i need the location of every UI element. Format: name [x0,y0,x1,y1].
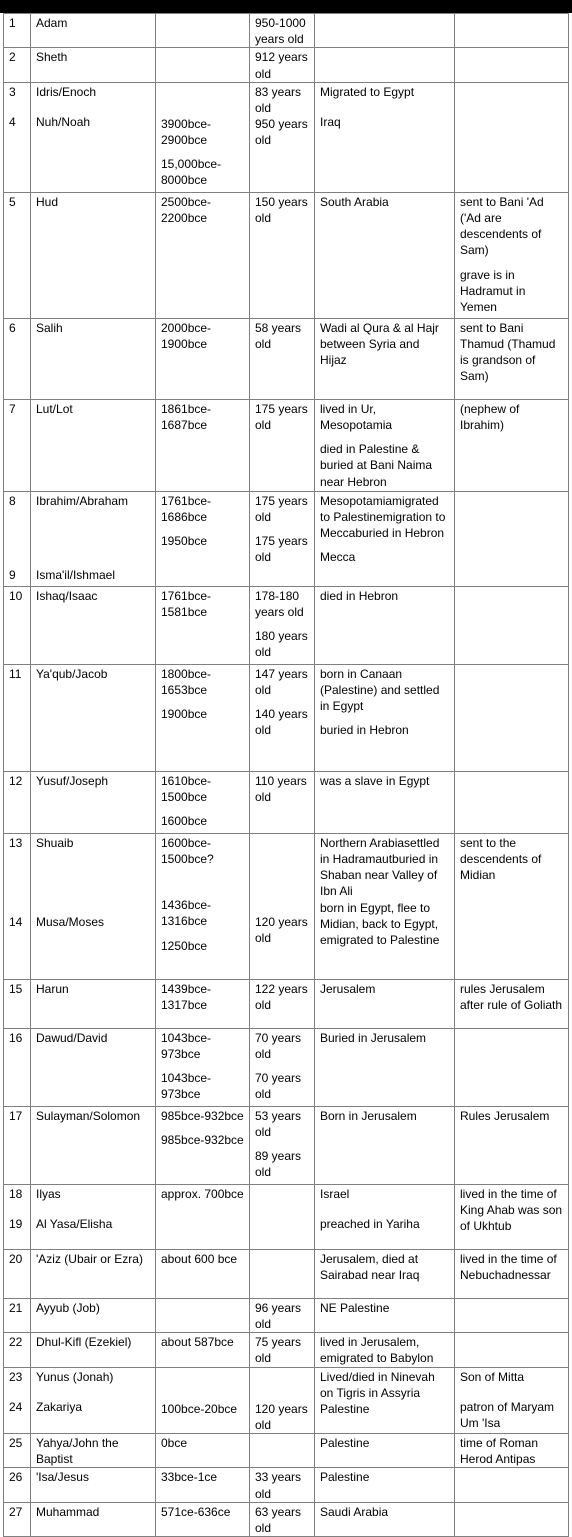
prophet-dates: about 600 bce [156,1250,250,1299]
prophet-age [250,1434,315,1468]
prophet-name: Sheth [31,48,156,82]
table-row [4,665,569,772]
prophet-place: lived in Ur, Mesopotamia [320,401,393,433]
row-number: 6 [4,319,31,400]
table-row [4,772,569,834]
prophet-place: Mesopotamiamigrated to Palestinemigration to Meccaburied in Hebron [320,493,446,541]
prophet-notes: patron of Maryam Um 'Isa [460,1399,555,1431]
prophet-dates [156,1299,250,1333]
row-number: 3 [9,84,16,99]
table-row [4,834,569,980]
prophet-name: Adam [31,14,156,48]
table-row [4,48,569,82]
prophet-name: Yahya/John the Baptist [31,1434,156,1468]
table-row [4,1185,569,1250]
table-row [4,1333,569,1367]
prophet-dates: 100bce-20bce [161,1401,238,1416]
prophet-age [250,1185,315,1250]
row-number: 20 [4,1250,31,1299]
prophet-dates: 2000bce-1900bce [156,319,250,400]
prophet-notes: grave is in Hadramut in Yemen [460,267,526,315]
prophet-name: Ishaq/Isaac [31,587,156,665]
prophet-place [315,14,455,48]
prophet-name: Dhul-Kifl (Ezekiel) [31,1333,156,1367]
prophet-place: died in Palestine & buried at Bani Naima near Hebron [320,442,433,489]
prophet-age: 175 years old [255,493,308,525]
prophet-name: 'Isa/Jesus [31,1468,156,1502]
prophet-notes [455,48,569,82]
prophet-place: Wadi al Qura & al Hajr between Syria and Hijaz [315,319,455,400]
prophet-name: Hud [31,193,156,319]
prophet-notes [455,587,569,665]
row-number: 15 [4,980,31,1029]
row-number: 25 [4,1434,31,1468]
row-number: 11 [4,665,31,772]
prophet-dates: 1436bce-1316bce [161,898,212,929]
prophet-dates: 1900bce [161,707,208,722]
prophet-age: 950-1000 years old [250,14,315,48]
prophet-dates: 15,000bce-8000bce [161,157,222,188]
prophet-age: 53 years old [255,1108,302,1140]
prophet-dates: 0bce [156,1434,250,1468]
prophet-notes: lived in the time of King Ahab was son of Ukhtub [455,1185,569,1250]
row-number: 9 [9,568,16,583]
row-number: 23 [9,1369,23,1384]
table-row [4,83,569,193]
prophet-notes [455,1029,569,1107]
prophet-place: was a slave in Egypt [315,772,455,834]
prophet-notes: sent to Bani 'Ad ('Ad are descendents of Sam) [460,194,544,258]
prophet-notes: sent to Bani Thamud (Thamud is grandson of Sam) [455,319,569,400]
prophet-place: born in Canaan (Palestine) and settled in Egypt [320,666,440,714]
prophet-dates: about 587bce [156,1333,250,1367]
prophet-dates [156,14,250,48]
prophet-notes [455,83,569,193]
prophet-name: Ibrahim/Abraham [36,493,129,508]
table-row [4,1107,569,1185]
table-row [4,1250,569,1299]
prophet-age: 96 years old [250,1299,315,1333]
row-number: 27 [4,1503,31,1537]
row-number: 19 [9,1217,23,1232]
prophet-notes: Rules Jerusalem [455,1107,569,1185]
prophet-dates: 985bce-932bce [161,1133,244,1148]
prophet-name: Ilyas [36,1186,61,1201]
prophet-age: 175 years old [250,400,315,492]
table-row [4,1468,569,1502]
prophet-name: Ya'qub/Jacob [31,665,156,772]
table-row [4,193,569,319]
row-number: 12 [4,772,31,834]
prophet-age: 912 years old [250,48,315,82]
prophet-place: buried in Hebron [320,723,409,738]
prophet-place: South Arabia [315,193,455,319]
prophet-name: Al Yasa/Elisha [36,1217,113,1232]
prophet-place: Jerusalem, died at Sairabad near Iraq [315,1250,455,1299]
table-row [4,1299,569,1333]
row-number: 4 [9,115,16,130]
prophet-dates: 1043bce-973bce [161,1071,212,1102]
row-number: 26 [4,1468,31,1502]
prophet-name: Musa/Moses [36,915,105,930]
prophet-place: Jerusalem [315,980,455,1029]
prophet-notes: lived in the time of Nebuchadnessar [455,1250,569,1299]
row-number: 1 [4,14,31,48]
prophet-name: Zakariya [36,1399,83,1414]
prophet-notes [455,492,569,587]
table-row [4,587,569,665]
prophet-dates: 1600bce [161,814,208,829]
table-row [4,1029,569,1107]
prophet-age: 178-180 years old [255,588,304,620]
prophets-table [3,13,569,1537]
prophet-age: 147 years old [255,666,308,698]
prophet-age: 120 years old [255,914,308,946]
prophet-age: 150 years old [250,193,315,319]
prophet-name: Idris/Enoch [36,84,97,99]
prophet-dates: 1043bce-973bce [161,1030,212,1062]
prophet-place: Iraq [320,115,341,130]
top-black-bar [0,0,572,13]
prophet-dates: 1761bce-1581bce [156,587,250,665]
row-number: 2 [4,48,31,82]
prophet-age: 950 years old [255,117,308,148]
prophet-notes [455,772,569,834]
row-number: 10 [4,587,31,665]
prophet-name: Yusuf/Joseph [31,772,156,834]
prophet-place: Northern Arabiasettled in Hadramautburied in Shaban near Valley of Ibn Ali [320,835,440,899]
prophet-age: 180 years old [255,629,308,660]
prophet-dates: 571ce-636ce [156,1503,250,1537]
prophet-name: Nuh/Noah [36,115,91,130]
prophet-dates: 1610bce-1500bce [161,773,212,805]
prophet-place: Buried in Jerusalem [315,1029,455,1107]
row-number: 13 [9,835,23,850]
prophet-dates: 1761bce-1686bce [161,493,212,525]
prophet-place: Palestine [315,1434,455,1468]
prophet-place: Saudi Arabia [315,1503,455,1537]
table-row [4,14,569,48]
row-number: 8 [9,493,16,508]
prophet-dates: 1250bce [161,938,208,953]
prophet-name: Lut/Lot [31,400,156,492]
prophet-place: Lived/died in Ninevah on Tigris in Assyria [320,1369,435,1400]
table-row [4,319,569,400]
prophet-age: 70 years old [255,1071,302,1102]
table-row [4,400,569,492]
prophet-age: 83 years old [255,84,302,116]
prophet-age: 75 years old [250,1333,315,1367]
prophet-place: Palestine [320,1402,370,1417]
row-number: 7 [4,400,31,492]
prophet-notes [455,1333,569,1367]
prophet-dates: 1861bce-1687bce [156,400,250,492]
prophet-name: Salih [31,319,156,400]
prophet-age: 120 years old [255,1401,308,1432]
prophet-dates: 1950bce [161,534,208,549]
prophet-place: Migrated to Egypt [320,84,415,99]
row-number: 24 [9,1399,23,1414]
prophet-notes: time of Roman Herod Antipas [455,1434,569,1468]
prophet-place: Palestine [315,1468,455,1502]
prophet-age: 70 years old [255,1030,302,1062]
table-row [4,492,569,587]
prophet-name: Harun [31,980,156,1029]
prophet-name: Shuaib [36,835,74,850]
prophet-name: Dawud/David [31,1029,156,1107]
prophet-dates: 2500bce-2200bce [156,193,250,319]
table-row [4,980,569,1029]
prophet-age: 63 years old [250,1503,315,1537]
prophet-notes [455,1468,569,1502]
prophet-dates [156,48,250,82]
prophet-name: Isma'il/Ishmael [36,568,115,583]
prophet-age: 110 years old [250,772,315,834]
prophet-notes: rules Jerusalem after rule of Goliath [455,980,569,1029]
row-number: 17 [4,1107,31,1185]
prophet-age: 122 years old [250,980,315,1029]
prophet-place [315,48,455,82]
prophet-notes [455,1299,569,1333]
row-number: 16 [4,1029,31,1107]
prophet-place: Born in Jerusalem [315,1107,455,1185]
prophet-notes: Son of Mitta [460,1369,525,1384]
prophet-name: Ayyub (Job) [31,1299,156,1333]
prophet-place: lived in Jerusalem, emigrated to Babylon [315,1333,455,1367]
prophet-dates: 3900bce-2900bce [161,116,212,148]
table-row [4,1368,569,1434]
prophet-notes: (nephew of Ibrahim) [455,400,569,492]
prophet-name: 'Aziz (Ubair or Ezra) [31,1250,156,1299]
prophet-place: NE Palestine [315,1299,455,1333]
prophet-place: died in Hebron [315,587,455,665]
prophet-notes [455,14,569,48]
prophet-dates: 33bce-1ce [156,1468,250,1502]
prophet-dates: 985bce-932bce [161,1108,244,1123]
prophet-dates: 1439bce-1317bce [156,980,250,1029]
prophet-age [250,1250,315,1299]
prophet-place: Israel [320,1186,350,1201]
row-number: 21 [4,1299,31,1333]
prophet-place: Mecca [320,550,356,565]
prophet-place: born in Egypt, flee to Midian, back to Egypt, emigrated to Palestine [320,900,440,948]
prophet-age: 33 years old [250,1468,315,1502]
prophet-dates: approx. 700bce [156,1185,250,1250]
prophet-place: preached in Yariha [320,1217,420,1232]
prophet-notes [455,665,569,772]
prophet-dates: 1800bce-1653bce [161,666,212,698]
prophet-notes: sent to the descendents of Midian [455,834,569,980]
prophet-age: 58 years old [250,319,315,400]
prophet-dates: 1600bce-1500bce? [161,835,214,867]
row-number: 22 [4,1333,31,1367]
prophet-name: Sulayman/Solomon [31,1107,156,1185]
prophet-age: 140 years old [255,707,308,738]
prophet-name: Muhammad [31,1503,156,1537]
row-number: 18 [9,1186,23,1201]
table-row [4,1434,569,1468]
row-number: 14 [9,915,23,930]
prophet-name: Yunus (Jonah) [36,1369,114,1384]
prophet-age: 175 years old [255,534,308,565]
row-number: 5 [4,193,31,319]
prophet-age: 89 years old [255,1149,302,1180]
